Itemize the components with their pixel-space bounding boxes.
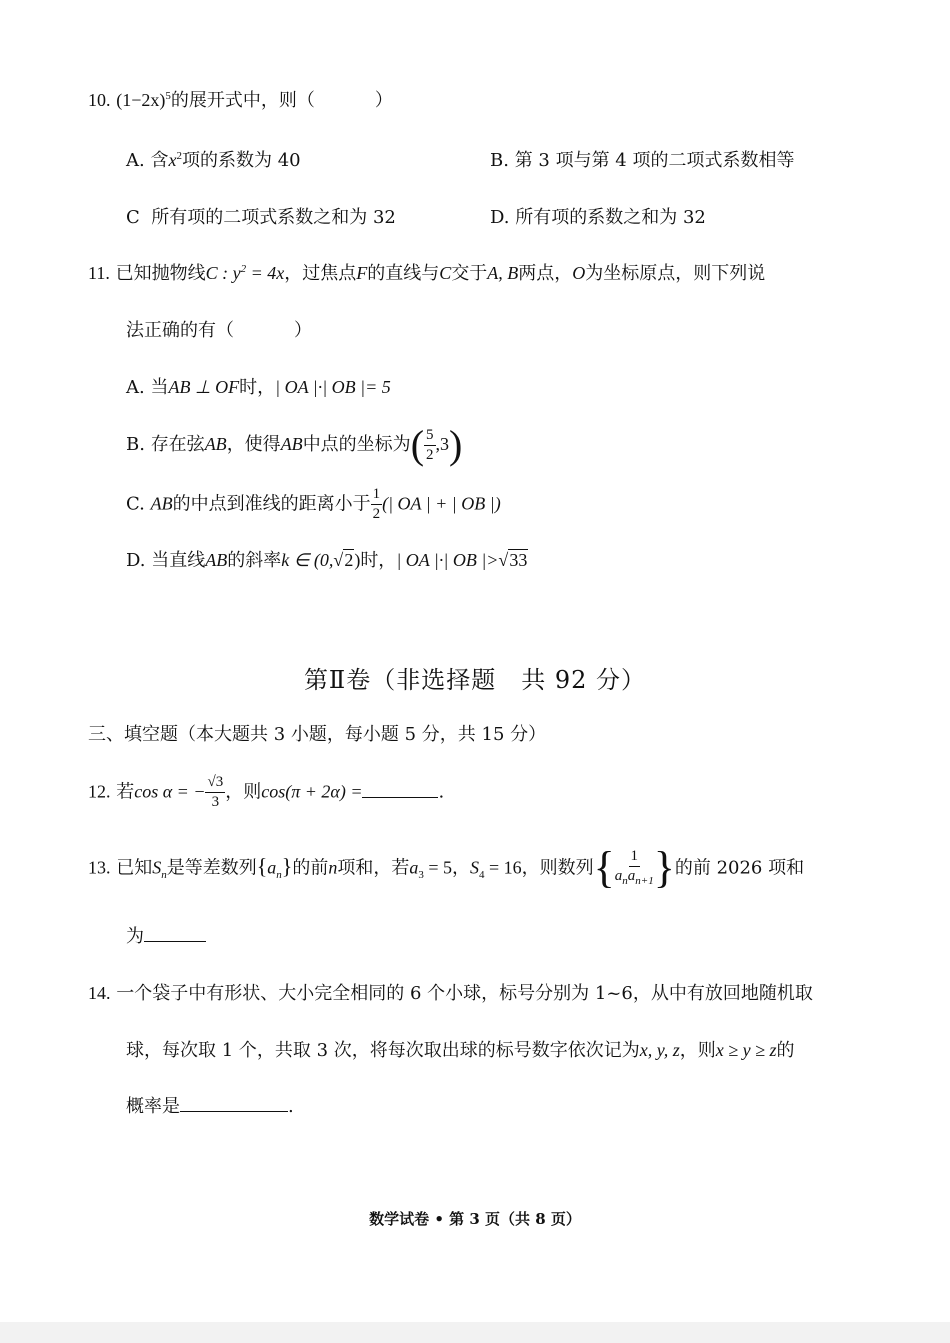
cos-expr: cos α = − [134, 781, 206, 802]
option-math: | OA |·| OB |= 5 [275, 377, 391, 397]
question-13: 13. 已知$S_n$是等差数列$\{a_n\}$的前n项和，若$a_3 = 5$，$S_4 = 16$，则数列{ $\frac{1}{a_na_{n+1}}$ }的前 2026 项和 [88, 843, 805, 892]
option-text: 含 [150, 150, 169, 171]
answer-blank[interactable] [362, 783, 438, 798]
option-a[interactable] [126, 150, 301, 172]
denominator: 2 [372, 506, 381, 522]
option-text: 所有项的二项式系数之和为 32 [151, 207, 396, 228]
option-text: 时， [360, 550, 397, 571]
option-text: 当直线 [151, 550, 206, 571]
question-stem: 的展开式中，则（ [170, 90, 315, 111]
option-text: 所有项的系数之和为 32 [515, 207, 706, 228]
stem-text: ，则数列 [521, 857, 594, 879]
curve-lhs: C : y [205, 263, 241, 283]
stem-text: 为 [126, 926, 144, 947]
option-math: (| OA | + | OB |) [382, 493, 501, 514]
stem-text: 法正确的有（ [126, 320, 234, 341]
stem-text: 交于 [451, 263, 488, 284]
points-var: A, B [487, 263, 519, 283]
denominator: 2 [426, 446, 434, 463]
option-label: B. [490, 150, 509, 171]
expr-base: (1−2x) [116, 90, 166, 110]
option-sup: 2 [176, 150, 182, 162]
math-var: a [409, 857, 419, 878]
option-text: 中点的坐标为 [302, 434, 411, 455]
fraction [424, 428, 436, 463]
question-12 [88, 775, 444, 810]
stem-text: 的前 2026 项和 [674, 857, 805, 879]
fraction [371, 487, 383, 522]
cos-expr: cos(π + 2α) = [261, 781, 363, 802]
question-number: 13. [88, 857, 111, 878]
option-var: x [168, 150, 177, 170]
option-label: B. [126, 434, 145, 455]
math-value: = 16 [484, 857, 522, 878]
expr-exponent: 5 [165, 90, 171, 102]
stem-text: 的直线与 [367, 263, 440, 284]
question-14-line2 [126, 1040, 795, 1062]
scan-edge [0, 1322, 950, 1343]
math-var: n [328, 857, 338, 878]
section-title [0, 660, 950, 695]
option-math: k ∈ (0, [281, 550, 334, 570]
option-b[interactable]: B. 存在弦AB，使得AB中点的坐标为( $\frac{5}{2}$ ,3) [126, 422, 463, 467]
option-text: ，使得 [226, 434, 281, 455]
stem-text: 一个袋子中有形状、大小完全相同的 6 个小球，标号分别为 1~6，从中有放回地随机取 [116, 983, 813, 1004]
option-label: D. [126, 550, 146, 571]
curve-sup: 2 [240, 263, 247, 275]
stem-text: 已知抛物线 [115, 263, 206, 284]
radicand: 2 [344, 550, 354, 570]
question-13-line2 [126, 926, 206, 948]
denominator: 3 [211, 794, 220, 810]
fraction [205, 775, 225, 810]
denominator-sub: n [622, 875, 628, 888]
option-text: 时， [239, 377, 276, 398]
stem-text: 两点， [518, 263, 573, 284]
option-text: 存在弦 [150, 434, 205, 455]
math-var: S [470, 857, 480, 878]
option-math: AB [205, 550, 228, 570]
part-heading-text: 三、填空题（本大题共 3 小题，每小题 5 分，共 15 分） [88, 724, 547, 745]
sqrt: √33 [498, 550, 528, 570]
footer-text: 数学试卷 • 第 3 页（共 8 页） [369, 1210, 581, 1228]
option-c[interactable] [126, 207, 396, 229]
numerator: √3 [205, 775, 225, 793]
denominator-var: a [614, 868, 623, 885]
stem-text: ，则 [225, 781, 262, 803]
option-label: A. [126, 377, 145, 398]
focus-var: F [356, 263, 368, 283]
stem-text: 概率是 [126, 1096, 180, 1117]
math-inequality: x ≥ y ≥ z [715, 1040, 777, 1060]
option-d[interactable] [490, 207, 706, 229]
stem-text: 球，每次取 1 个，共取 3 次，将每次取出球的标号数字依次记为 [126, 1040, 640, 1061]
option-math: AB [204, 434, 227, 454]
stem-text: 已知 [116, 857, 153, 879]
section-title-text: 第Ⅱ卷（非选择题 共 92 分） [303, 666, 647, 694]
option-math: ,3 [435, 434, 450, 454]
radicand: 33 [509, 550, 528, 570]
option-math: AB ⊥ OF [168, 377, 240, 397]
stem-text: 的前 [292, 857, 329, 879]
option-label: A. [126, 150, 145, 171]
option-label: D. [490, 207, 510, 228]
option-d[interactable] [126, 550, 528, 572]
page-footer [0, 1208, 950, 1229]
stem-text: 是等差数列 [166, 857, 257, 879]
option-text: 第 3 项与第 4 项的二项式系数相等 [514, 150, 795, 171]
stem-text: 为坐标原点，则下列说 [585, 263, 766, 284]
option-b[interactable] [490, 150, 794, 172]
option-text: 的斜率 [227, 550, 282, 571]
question-number: 14. [88, 983, 111, 1003]
stem-text: 若 [116, 781, 135, 803]
stem-text: 的 [776, 1040, 795, 1061]
answer-blank[interactable] [180, 1097, 288, 1112]
numerator: 5 [424, 428, 436, 446]
option-text: 当 [150, 377, 169, 398]
question-14-line3 [126, 1096, 294, 1118]
numerator: 1 [371, 487, 383, 505]
stem-text: 项和，若 [337, 857, 410, 879]
option-math: ) [354, 550, 361, 570]
question-number: 10. [88, 90, 111, 110]
option-a[interactable] [126, 377, 391, 399]
sqrt: √2 [333, 550, 354, 570]
option-math: | OA |·| OB |> [396, 550, 499, 570]
part-heading [88, 724, 546, 746]
option-label: C. [126, 493, 145, 515]
stem-text: ，过焦点 [284, 263, 357, 284]
math-sub: 3 [418, 869, 424, 881]
close-paren: ） [374, 90, 393, 111]
question-number: 12. [88, 781, 111, 802]
math-value: = 5， [423, 857, 471, 878]
curve-var: C [439, 263, 452, 283]
curve-rhs: = 4x [246, 263, 285, 283]
curve-eq [206, 263, 285, 283]
option-math: AB [150, 493, 173, 514]
stem-text: . [288, 1096, 294, 1117]
question-14 [88, 983, 813, 1005]
option-text: 的中点到准线的距离小于 [172, 493, 371, 515]
denominator-sub: n+1 [635, 875, 654, 888]
math-var: a [267, 857, 277, 878]
math-var: S [152, 857, 162, 878]
math-sub: 4 [479, 869, 485, 881]
math-sub: n [276, 869, 282, 881]
denominator-var: a [627, 868, 636, 885]
answer-blank[interactable] [144, 927, 206, 942]
option-label: C [126, 207, 140, 228]
fraction [615, 849, 654, 887]
stem-text: ，则 [679, 1040, 716, 1061]
question-11-line2 [126, 320, 312, 342]
binomial-expression [116, 90, 171, 110]
stem-text: . [438, 781, 445, 803]
math-sub: n [161, 869, 167, 881]
question-number: 11. [88, 263, 110, 283]
numerator: 1 [629, 849, 641, 867]
math-vars: x, y, z [639, 1040, 680, 1060]
origin-var: O [572, 263, 586, 283]
question-10 [88, 90, 393, 112]
option-text: 项的系数为 40 [181, 150, 301, 171]
close-paren: ） [294, 320, 312, 341]
question-11 [88, 263, 765, 285]
option-c[interactable] [126, 487, 501, 522]
option-math: AB [280, 434, 303, 454]
